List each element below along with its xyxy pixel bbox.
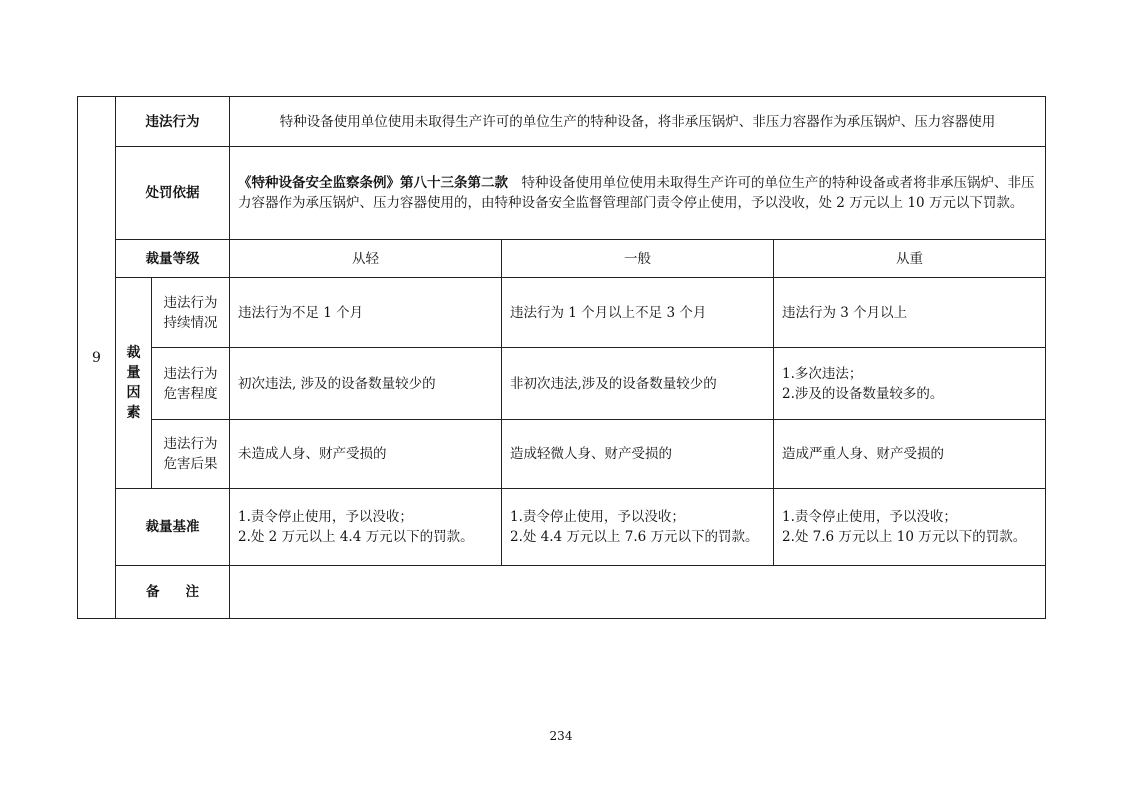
basis-source: 《特种设备安全监察条例》第八十三条第二款	[238, 175, 508, 191]
factor-cell	[230, 348, 502, 420]
remarks-label-char: 备	[146, 584, 160, 600]
basis-row	[78, 147, 1046, 240]
standard-label: 裁量基准	[116, 489, 230, 566]
standard-cell-line: 1.责令停止使用，予以没收；	[782, 509, 957, 525]
factor-cell-line: 违法行为 1 个月以上不足 3 个月	[510, 304, 707, 321]
standard-cell-line: 1.责令停止使用，予以没收；	[238, 509, 413, 525]
basis-text: 特种设备使用单位使用未取得生产许可的单位生产的特种设备或者将非承压锅炉、非压力容器作为承压锅炉、压力容器使用的，由特种设备安全监督管理部门责令停止使用，予以没收，处 2 万元以上 10 万元以下罚款。	[238, 175, 1035, 211]
grade-severe: 从重	[774, 240, 1046, 278]
factor-cell-line: 未造成人身、财产受损的	[238, 446, 387, 462]
factor-cell-line: 违法行为不足 1 个月	[238, 304, 364, 321]
standard-cell-line: 2.处 7.6 万元以上 10 万元以下的罚款。	[782, 529, 1027, 545]
factor-cell-line: 非初次违法,涉及的设备数量较少的	[510, 375, 717, 392]
factor-row-harm-degree	[78, 348, 1046, 420]
grades-row	[78, 240, 1046, 278]
factor-name-line: 持续情况	[163, 314, 218, 331]
factor-cell	[502, 348, 774, 420]
standard-cell	[230, 489, 502, 566]
grade-lenient: 从轻	[230, 240, 502, 278]
factor-cell	[230, 278, 502, 348]
factors-label-char: 素	[126, 405, 141, 421]
factor-cell-line: 造成轻微人身、财产受损的	[510, 446, 672, 462]
violation-text: 特种设备使用单位使用未取得生产许可的单位生产的特种设备，将非承压锅炉、非压力容器作为承压锅炉、压力容器使用	[230, 97, 1046, 147]
violation-label: 违法行为	[116, 97, 230, 147]
factors-label-char: 裁	[126, 345, 141, 361]
factor-name-line: 违法行为	[163, 365, 218, 382]
factor-row-duration	[78, 278, 1046, 348]
standard-cell	[502, 489, 774, 566]
factor-cell	[502, 278, 774, 348]
factors-label	[116, 278, 152, 489]
standard-cell	[774, 489, 1046, 566]
factor-cell	[502, 420, 774, 489]
page-number: 234	[549, 729, 573, 743]
factor-cell-line: 2.涉及的设备数量较多的。	[782, 385, 944, 402]
penalty-discretion-table	[77, 96, 1046, 619]
remarks-row	[78, 566, 1046, 619]
basis-label: 处罚依据	[116, 147, 230, 240]
standard-cell-line: 1.责令停止使用，予以没收；	[510, 509, 685, 525]
factor-cell	[230, 420, 502, 489]
factor-cell-line: 初次违法, 涉及的设备数量较少的	[238, 375, 436, 392]
grade-general: 一般	[502, 240, 774, 278]
remarks-label	[116, 566, 230, 619]
factor-name-line: 危害程度	[163, 385, 218, 402]
factor-name	[152, 348, 230, 420]
factor-name-line: 危害后果	[163, 456, 218, 472]
standard-cell-line: 2.处 2 万元以上 4.4 万元以下的罚款。	[238, 529, 474, 545]
factor-cell-line: 造成严重人身、财产受损的	[782, 446, 944, 462]
remarks-text	[230, 566, 1046, 619]
factors-label-char: 量	[126, 365, 141, 381]
factor-name	[152, 420, 230, 489]
factor-name-line: 违法行为	[163, 436, 218, 452]
standard-row	[78, 489, 1046, 566]
standard-cell-line: 2.处 4.4 万元以上 7.6 万元以下的罚款。	[510, 529, 759, 545]
factor-name-line: 违法行为	[163, 294, 218, 311]
factor-cell-line: 1.多次违法；	[782, 365, 863, 382]
factor-cell	[774, 420, 1046, 489]
factor-row-harm-consequence	[78, 420, 1046, 489]
factor-cell	[774, 348, 1046, 420]
factor-cell	[774, 278, 1046, 348]
violation-row	[78, 97, 1046, 147]
factors-label-char: 因	[126, 385, 141, 401]
grades-label: 裁量等级	[116, 240, 230, 278]
item-number: 9	[78, 97, 116, 619]
basis-text-cell	[230, 147, 1046, 240]
factor-name	[152, 278, 230, 348]
factor-cell-line: 违法行为 3 个月以上	[782, 304, 908, 321]
remarks-label-char: 注	[185, 584, 199, 600]
